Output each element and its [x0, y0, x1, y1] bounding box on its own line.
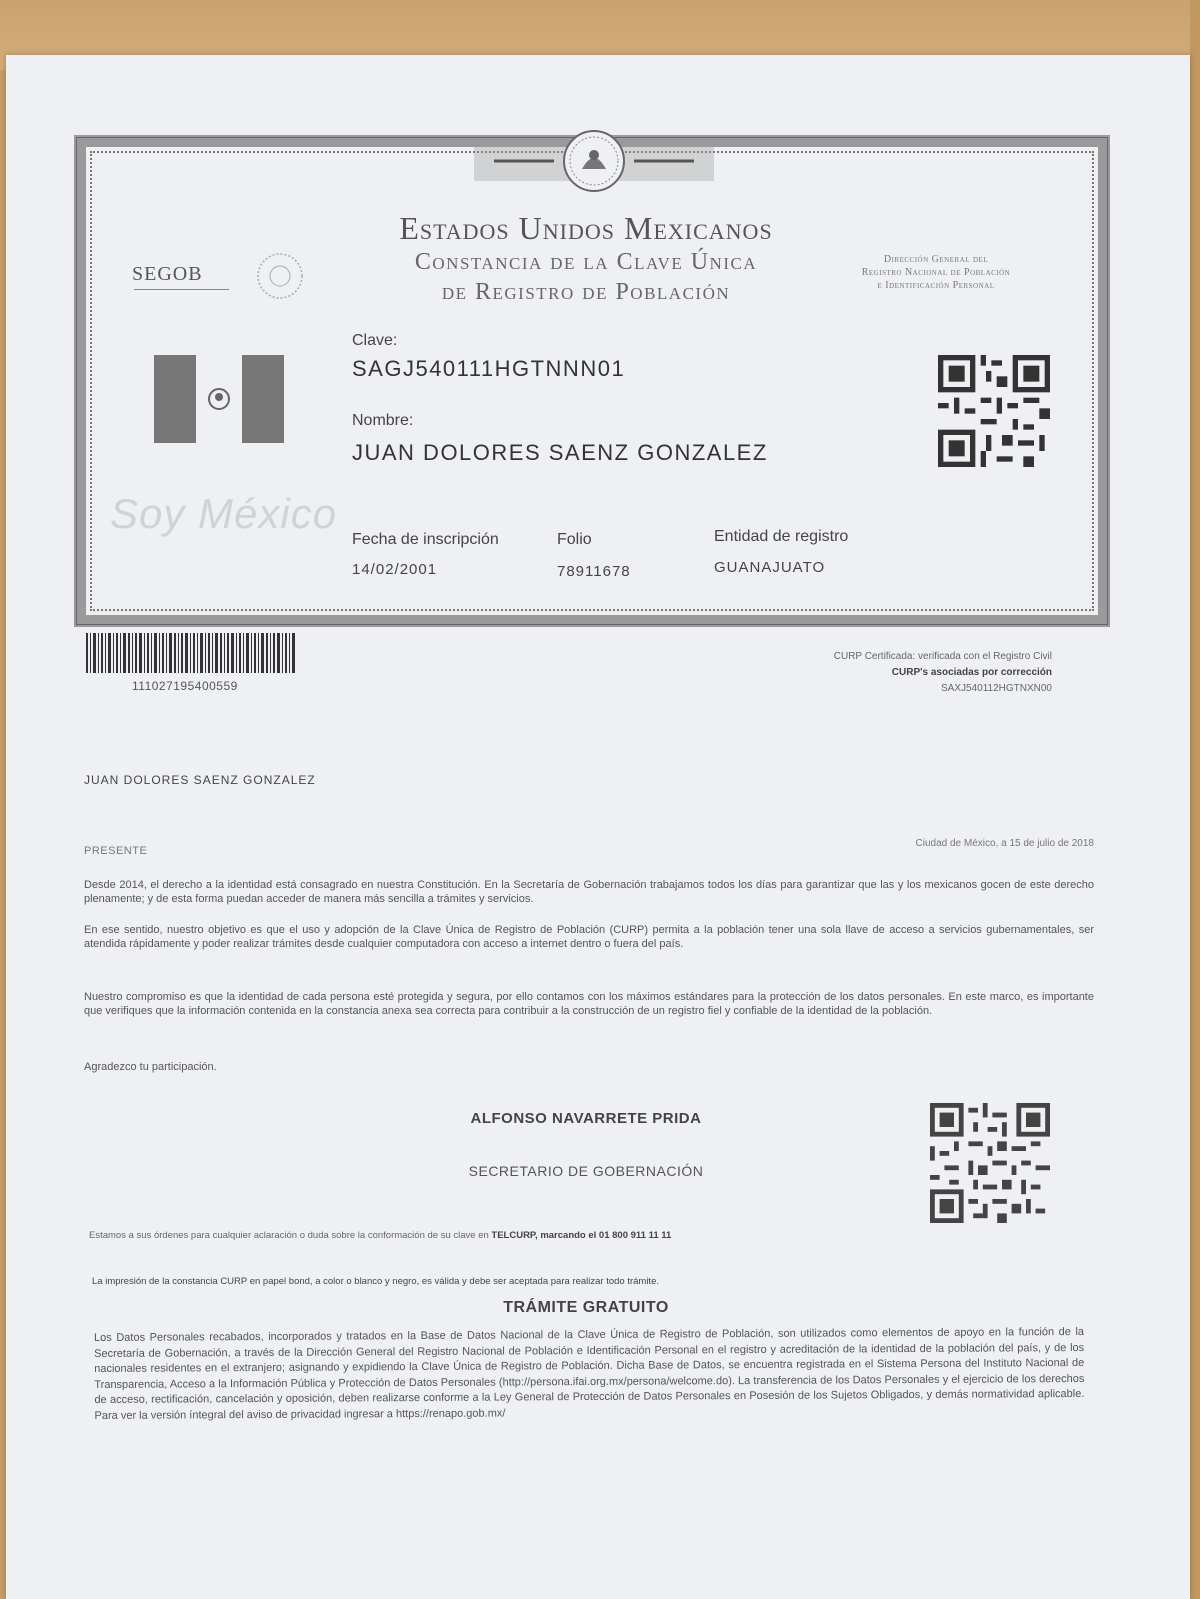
folio-value: 78911678	[557, 563, 631, 580]
document-title	[306, 247, 866, 307]
certification-block	[736, 649, 1052, 697]
certification-line3: SAXJ540112HGTNXN00	[941, 683, 1052, 694]
soy-mexico-watermark: Soy México	[110, 490, 338, 537]
fecha-value: 14/02/2001	[352, 561, 438, 578]
nombre-label: Nombre:	[352, 412, 414, 429]
telcurp-text: Estamos a sus órdenes para cualquier aclaración o duda sobre la conformación de su clave en	[89, 1230, 489, 1241]
entidad-label: Entidad de registro	[714, 528, 849, 545]
national-emblem-icon	[474, 125, 714, 195]
letter-presente: PRESENTE	[84, 845, 148, 857]
signature-qr-code-icon	[930, 1103, 1050, 1223]
letter-paragraph-4: Agradezco tu participación.	[84, 1061, 217, 1073]
signer-title: SECRETARIO DE GOBERNACIÓN	[468, 1163, 704, 1179]
agency-line2: Registro Nacional de Población	[861, 267, 1011, 278]
document-page	[6, 55, 1190, 1599]
country-title: Estados Unidos Mexicanos	[399, 210, 773, 246]
telcurp-notice	[89, 1230, 671, 1241]
segob-logo: SEGOB	[132, 263, 203, 285]
letter-place-date: Ciudad de México, a 15 de julio de 2018	[915, 838, 1094, 849]
clave-value: SAGJ540111HGTNNN01	[352, 356, 626, 381]
letter-paragraph-1: Desde 2014, el derecho a la identidad está consagrado en nuestra Constitución. En la Secretaría de Gobernación trabajamos todos los días para garantizar que las y los mexicanos gocen de este derecho plenamente; y de esta forma puedan acceder de manera más sencilla a trámites y servicios.	[84, 879, 1094, 905]
clave-label: Clave:	[352, 332, 398, 349]
certification-line1: CURP Certificada: verificada con el Registro Civil	[833, 651, 1052, 662]
mexico-flag-icon	[154, 355, 284, 443]
desk-edge	[1190, 0, 1200, 1599]
registry-agency	[826, 253, 1046, 292]
letter-addressee: JUAN DOLORES SAENZ GONZALEZ	[84, 773, 316, 787]
agency-line3: e Identificación Personal	[877, 280, 995, 291]
document-title-line2: de Registro de Población	[441, 279, 731, 305]
segob-underline	[134, 289, 229, 290]
telcurp-phone: TELCURP, marcando el 01 800 911 11 11	[491, 1230, 672, 1241]
government-seal-icon	[254, 250, 306, 302]
barcode-number: 111027195400559	[132, 679, 238, 693]
barcode-icon	[86, 633, 296, 673]
nombre-value: JUAN DOLORES SAENZ GONZALEZ	[352, 440, 768, 465]
entidad-value: GUANAJUATO	[714, 559, 826, 576]
signer-name: ALFONSO NAVARRETE PRIDA	[470, 1110, 702, 1127]
letter-paragraph-2: En ese sentido, nuestro objetivo es que el uso y adopción de la Clave Única de Registro de Población (CURP) permita a la población tener una sola llave de acceso a servicios gubernamentales, ser atendida rápidamente y poder realizar trámites desde cualquier computadora con acceso a internet dentro o fuera del país.	[84, 924, 1094, 950]
certification-line2: CURP's asociadas por corrección	[891, 667, 1052, 678]
letter-paragraph-3: Nuestro compromiso es que la identidad de cada persona esté protegida y segura, por ello contamos con los máximos estándares para la protección de los datos personales. En este marco, es importante que verifiques que la información contenida en la constancia anexa sea correcta para contribuir a la construcción de un registro fiel y confiable de la identidad de la población.	[84, 991, 1094, 1017]
folio-label: Folio	[557, 531, 592, 548]
document-title-line1: Constancia de la Clave Única	[414, 249, 758, 275]
validity-notice: La impresión de la constancia CURP en papel bond, a color o blanco y negro, es válida y debe ser aceptada para realizar todo trámite.	[92, 1276, 659, 1287]
fecha-label: Fecha de inscripción	[352, 531, 499, 548]
privacy-notice: Los Datos Personales recabados, incorporados y tratados en la Base de Datos Nacional de la Clave Única de Registro de Población, son utilizados como elementos de apoyo en la función de la Secretaría de Gobernación, a través de la Dirección General del Registro Nacional de Población e Identificación Personal en el registro y acreditación de la identidad de la población del país, y de los nacionales residentes en el extranjero; asignando y expidiendo la Clave Única de Registro de Población. Dicha Base de Datos, se encuentra registrada en el Sistema Persona del Instituto Nacional de Transparencia, Acceso a la Información Pública y Protección de Datos Personales (http://persona.ifai.org.mx/persona/welcome.do). La transferencia de los Datos Personales y el ejercicio de los derechos de acceso, rectificación, cancelación y oposición, deben realizarse conforme a la Ley General de Protección de Datos Personales en Posesión de los Sujetos Obligados, y demás normatividad aplicable. Para ver la versión íntegral del aviso de privacidad ingresar a https://renapo.gob.mx/	[94, 1325, 1085, 1422]
free-procedure-heading: TRÁMITE GRATUITO	[503, 1299, 669, 1316]
qr-code-icon	[938, 355, 1050, 467]
agency-line1: Dirección General del	[883, 254, 989, 265]
